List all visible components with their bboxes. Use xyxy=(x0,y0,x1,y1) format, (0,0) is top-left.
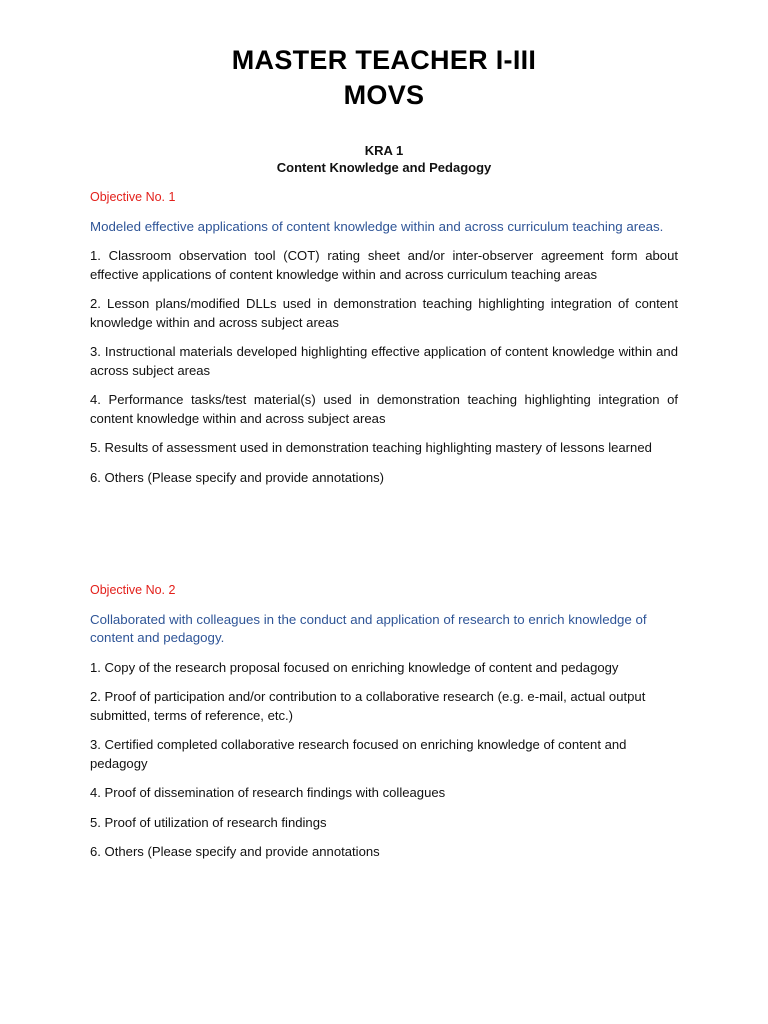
mov-item: 5. Results of assessment used in demonstration teaching highlighting mastery of lessons learned xyxy=(90,440,652,455)
kra-label: KRA 1 xyxy=(364,143,404,158)
document-title: MASTER TEACHER I-III xyxy=(231,45,537,75)
objective-section-2 xyxy=(90,581,678,862)
mov-item: 2. Proof of participation and/or contribution to a collaborative research (e.g. e-mail, actual output submitted, terms of reference, etc.) xyxy=(90,689,646,723)
mov-item: 1. Classroom observation tool (COT) rating sheet and/or inter-observer agreement form about effective applications of content knowledge within and across curriculum teaching areas xyxy=(90,248,678,282)
mov-item: 3. Instructional materials developed highlighting effective application of content knowledge within and across subject areas xyxy=(90,344,678,378)
mov-item: 5. Proof of utilization of research findings xyxy=(90,814,327,830)
mov-item: 1. Copy of the research proposal focused on enriching knowledge of content and pedagogy xyxy=(90,659,619,675)
kra-title: Content Knowledge and Pedagogy xyxy=(276,160,492,175)
mov-item: 3. Certified completed collaborative research focused on enriching knowledge of content and pedagogy xyxy=(90,737,627,771)
mov-item: 6. Others (Please specify and provide annotations xyxy=(90,844,380,859)
objective-heading: Objective No. 2 xyxy=(90,583,176,597)
mov-item: 6. Others (Please specify and provide annotations) xyxy=(90,469,385,485)
mov-item: 4. Performance tasks/test material(s) used in demonstration teaching highlighting integration of content knowledge within and across subject areas xyxy=(90,392,678,426)
objective-description: Collaborated with colleagues in the conduct and application of research to enrich knowledge of content and pedagogy. xyxy=(90,611,647,645)
objective-description: Modeled effective applications of content knowledge within and across curriculum teaching areas. xyxy=(90,218,664,234)
mov-item: 2. Lesson plans/modified DLLs used in demonstration teaching highlighting integration of content knowledge within and across subject areas xyxy=(90,296,678,330)
mov-item: 4. Proof of dissemination of research findings with colleagues xyxy=(90,785,446,800)
document-subtitle: MOVS xyxy=(343,80,425,110)
objective-section-1 xyxy=(90,188,678,487)
objective-heading: Objective No. 1 xyxy=(90,190,176,204)
